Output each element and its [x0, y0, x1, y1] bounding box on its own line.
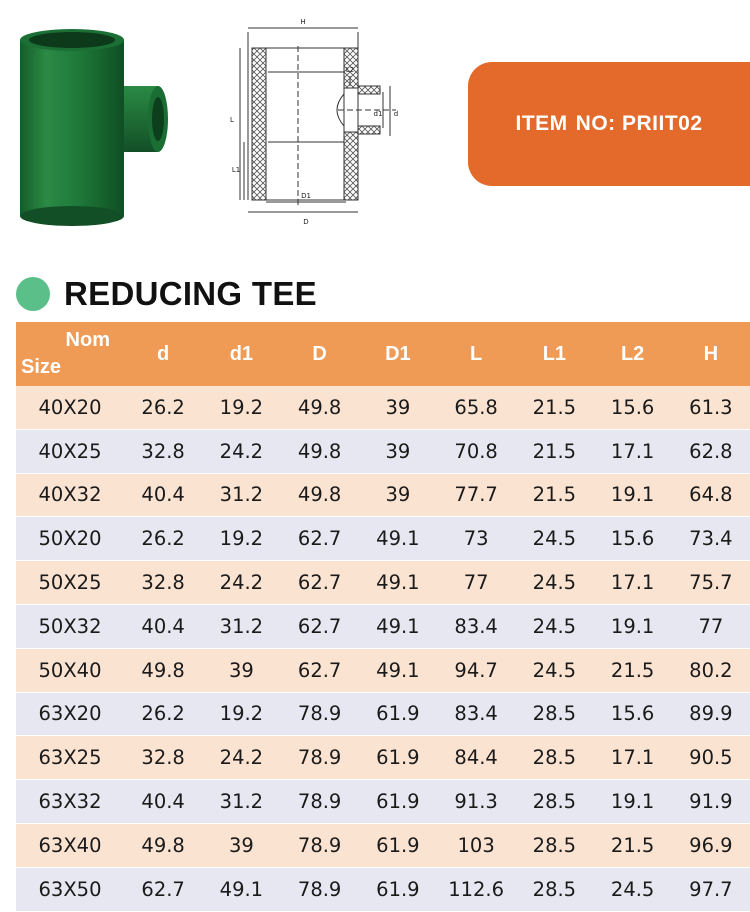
table-cell: 62.7 [281, 561, 359, 605]
table-cell: 31.2 [202, 780, 280, 824]
table-row [16, 561, 750, 605]
table-cell: 19.1 [594, 604, 672, 648]
column-header: L1 [515, 322, 593, 386]
table-cell: 91.9 [672, 780, 750, 824]
table-cell: 24.2 [202, 429, 280, 473]
table-cell: 78.9 [281, 736, 359, 780]
table-cell: 103 [437, 823, 515, 867]
bullet-dot-icon [16, 277, 50, 311]
reducing-tee-product-image [14, 28, 172, 228]
item-number-badge [468, 62, 750, 186]
table-cell: 49.1 [359, 648, 437, 692]
table-cell: 40X20 [16, 386, 124, 429]
table-cell: 61.9 [359, 780, 437, 824]
table-cell: 24.5 [515, 561, 593, 605]
table-cell: 40X32 [16, 473, 124, 517]
table-cell: 61.3 [672, 386, 750, 429]
column-header: D [281, 322, 359, 386]
table-cell: 89.9 [672, 692, 750, 736]
table-cell: 73.4 [672, 517, 750, 561]
table-cell: 63X32 [16, 780, 124, 824]
table-cell: 26.2 [124, 517, 202, 561]
item-label: ITEM [515, 112, 568, 135]
table-cell: 97.7 [672, 867, 750, 911]
table-cell: 19.2 [202, 386, 280, 429]
dim-label-l1: L1 [231, 166, 241, 174]
table-cell: 49.8 [281, 386, 359, 429]
table-cell: 63X25 [16, 736, 124, 780]
table-cell: 32.8 [124, 561, 202, 605]
table-cell: 39 [359, 386, 437, 429]
table-row [16, 604, 750, 648]
table-cell: 40.4 [124, 780, 202, 824]
table-cell: 50X32 [16, 604, 124, 648]
table-cell: 62.7 [281, 648, 359, 692]
table-cell: 21.5 [594, 823, 672, 867]
table-cell: 61.9 [359, 867, 437, 911]
table-cell: 61.9 [359, 736, 437, 780]
table-cell: 50X40 [16, 648, 124, 692]
table-cell: 26.2 [124, 386, 202, 429]
table-cell: 77.7 [437, 473, 515, 517]
table-cell: 24.5 [515, 604, 593, 648]
dim-label-d1-branch: d1 [373, 110, 383, 118]
table-cell: 24.2 [202, 561, 280, 605]
column-header: L [437, 322, 515, 386]
table-cell: 49.1 [359, 517, 437, 561]
dim-label-d1-body: D1 [301, 192, 311, 200]
table-cell: 28.5 [515, 823, 593, 867]
table-cell: 19.2 [202, 692, 280, 736]
table-cell: 75.7 [672, 561, 750, 605]
table-cell: 17.1 [594, 561, 672, 605]
table-cell: 19.1 [594, 473, 672, 517]
table-cell: 112.6 [437, 867, 515, 911]
table-cell: 78.9 [281, 823, 359, 867]
product-hero [0, 0, 750, 250]
table-cell: 17.1 [594, 736, 672, 780]
table-cell: 50X20 [16, 517, 124, 561]
table-cell: 39 [202, 648, 280, 692]
table-cell: 63X40 [16, 823, 124, 867]
table-cell: 24.5 [515, 648, 593, 692]
table-cell: 32.8 [124, 736, 202, 780]
dim-label-l2: L2 [345, 66, 355, 74]
table-cell: 62.7 [124, 867, 202, 911]
table-cell: 83.4 [437, 604, 515, 648]
column-header: D1 [359, 322, 437, 386]
table-cell: 65.8 [437, 386, 515, 429]
table-cell: 84.4 [437, 736, 515, 780]
table-cell: 39 [359, 473, 437, 517]
table-cell: 21.5 [515, 473, 593, 517]
column-header: L2 [594, 322, 672, 386]
table-cell: 77 [437, 561, 515, 605]
spec-table [16, 322, 750, 912]
table-row [16, 823, 750, 867]
table-cell: 21.5 [594, 648, 672, 692]
table-cell: 73 [437, 517, 515, 561]
section-title: REDUCING TEE [64, 275, 317, 312]
table-cell: 63X50 [16, 867, 124, 911]
table-cell: 26.2 [124, 692, 202, 736]
table-cell: 24.5 [515, 517, 593, 561]
table-row [16, 780, 750, 824]
table-cell: 19.2 [202, 517, 280, 561]
table-cell: 61.9 [359, 692, 437, 736]
column-header: d1 [202, 322, 280, 386]
table-cell: 39 [359, 429, 437, 473]
table-cell: 62.7 [281, 517, 359, 561]
table-cell: 40.4 [124, 604, 202, 648]
header-size: Size [21, 356, 62, 378]
item-number: NO: PRIIT02 [575, 112, 703, 135]
table-cell: 24.2 [202, 736, 280, 780]
table-cell: 90.5 [672, 736, 750, 780]
table-row [16, 648, 750, 692]
column-header-size [16, 322, 124, 386]
table-cell: 80.2 [672, 648, 750, 692]
table-cell: 62.7 [281, 604, 359, 648]
table-header-row [16, 322, 750, 386]
table-cell: 64.8 [672, 473, 750, 517]
table-cell: 49.8 [281, 429, 359, 473]
table-cell: 91.3 [437, 780, 515, 824]
table-cell: 49.8 [124, 823, 202, 867]
table-cell: 62.8 [672, 429, 750, 473]
table-cell: 40.4 [124, 473, 202, 517]
table-row [16, 867, 750, 911]
table-cell: 78.9 [281, 780, 359, 824]
table-cell: 19.1 [594, 780, 672, 824]
table-row [16, 429, 750, 473]
table-cell: 49.8 [124, 648, 202, 692]
table-cell: 49.1 [359, 604, 437, 648]
table-cell: 83.4 [437, 692, 515, 736]
table-cell: 70.8 [437, 429, 515, 473]
table-cell: 39 [202, 823, 280, 867]
table-row [16, 473, 750, 517]
table-cell: 28.5 [515, 780, 593, 824]
table-cell: 40X25 [16, 429, 124, 473]
table-cell: 15.6 [594, 517, 672, 561]
dim-label-h: H [300, 18, 306, 26]
table-cell: 96.9 [672, 823, 750, 867]
table-cell: 50X25 [16, 561, 124, 605]
table-cell: 28.5 [515, 692, 593, 736]
table-cell: 31.2 [202, 604, 280, 648]
table-cell: 15.6 [594, 692, 672, 736]
table-row [16, 517, 750, 561]
table-cell: 24.5 [594, 867, 672, 911]
table-cell: 28.5 [515, 867, 593, 911]
table-row [16, 386, 750, 429]
table-cell: 49.1 [359, 561, 437, 605]
section-title-row [16, 272, 317, 316]
dim-label-d-branch: d [393, 110, 399, 118]
table-cell: 94.7 [437, 648, 515, 692]
table-cell: 78.9 [281, 867, 359, 911]
dim-label-l: L [230, 116, 234, 124]
table-row [16, 736, 750, 780]
table-cell: 77 [672, 604, 750, 648]
column-header: d [124, 322, 202, 386]
table-cell: 21.5 [515, 429, 593, 473]
column-header: H [672, 322, 750, 386]
table-cell: 49.1 [202, 867, 280, 911]
dim-label-d-body: D [303, 218, 309, 226]
table-cell: 49.8 [281, 473, 359, 517]
technical-drawing [218, 12, 424, 232]
table-cell: 32.8 [124, 429, 202, 473]
table-cell: 21.5 [515, 386, 593, 429]
table-cell: 78.9 [281, 692, 359, 736]
header-nom: Nom [65, 329, 110, 351]
table-cell: 63X20 [16, 692, 124, 736]
table-cell: 61.9 [359, 823, 437, 867]
table-cell: 31.2 [202, 473, 280, 517]
table-cell: 17.1 [594, 429, 672, 473]
table-cell: 28.5 [515, 736, 593, 780]
table-cell: 15.6 [594, 386, 672, 429]
table-row [16, 692, 750, 736]
